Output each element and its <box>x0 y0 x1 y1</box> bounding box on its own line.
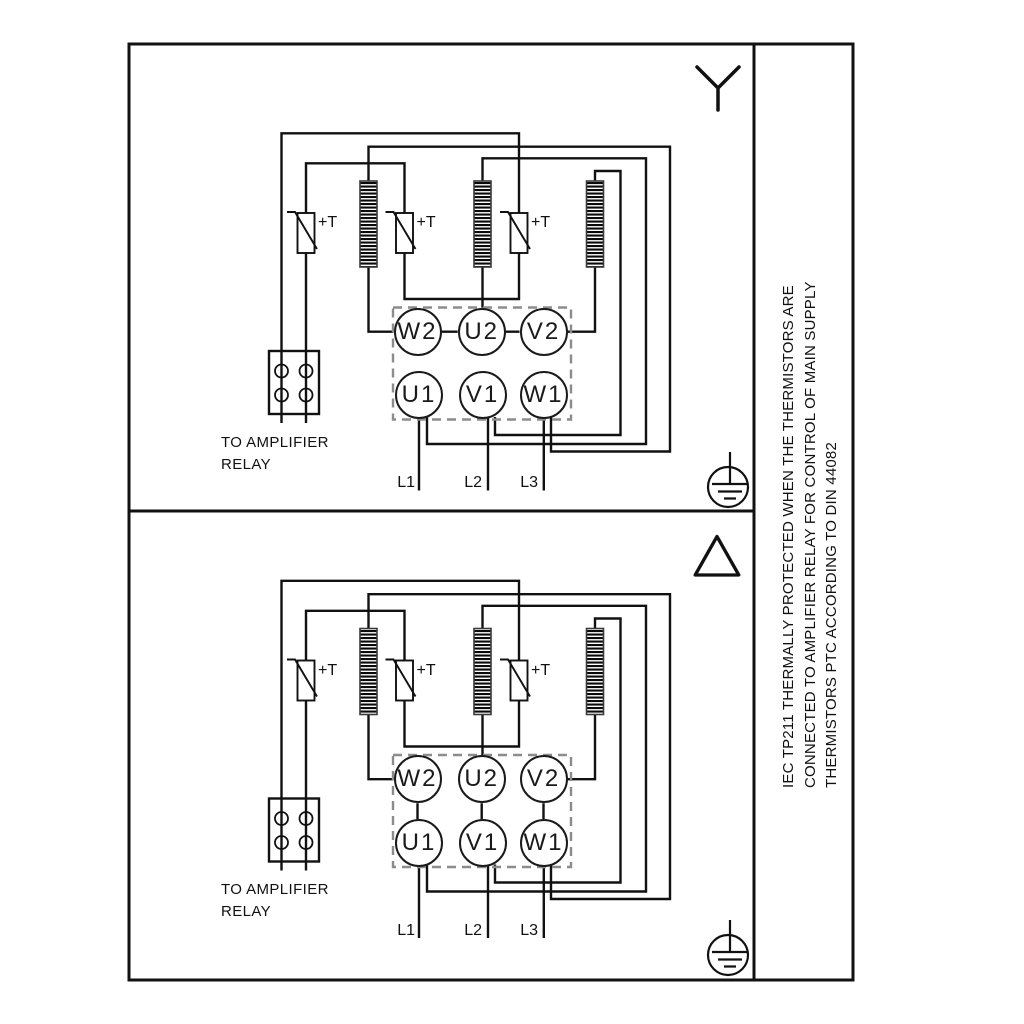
side-note-line-2: CONNECTED TO AMPLIFIER RELAY FOR CONTROL OF MAIN SUPPLY <box>801 281 819 788</box>
thermistor-label: +T <box>318 661 338 679</box>
terminal-w2: W2 <box>394 308 442 356</box>
terminal-v2: V2 <box>520 308 568 356</box>
terminal-w1: W1 <box>520 819 568 867</box>
terminal-w2: W2 <box>394 755 442 803</box>
ground-icon <box>708 920 748 975</box>
thermistor-label: +T <box>416 214 436 231</box>
amplifier-relay-note-line2: RELAY <box>221 455 272 473</box>
supply-line-label-l2: L2 <box>464 921 482 939</box>
side-note-line-3: THERMISTORS PTC ACCORDING TO DIN 44082 <box>823 441 840 788</box>
supply-line-label-l3: L3 <box>520 474 538 491</box>
terminal-u2: U2 <box>458 755 506 803</box>
terminal-u2: U2 <box>458 308 506 356</box>
terminal-v1: V1 <box>459 371 507 419</box>
delta-symbol <box>695 537 739 576</box>
side-note-line-1: IEC TP211 THERMALLY PROTECTED WHEN THE THERMISTORS ARE <box>780 285 797 788</box>
amplifier-relay-note-line1: TO AMPLIFIER <box>221 881 329 898</box>
side-note <box>778 281 843 788</box>
supply-line-label-l3: L3 <box>520 921 538 939</box>
terminal-w1: W1 <box>520 371 568 419</box>
thermistor-label: +T <box>416 661 436 679</box>
terminal-v2: V2 <box>520 755 568 803</box>
thermistor-label: +T <box>531 661 551 679</box>
terminal-u1: U1 <box>395 371 443 419</box>
terminal-v1: V1 <box>459 819 507 867</box>
panel-star-linework <box>269 67 748 507</box>
panel-delta-linework <box>269 537 748 976</box>
delta-terminal-links <box>418 803 544 819</box>
amplifier-relay-note-line2: RELAY <box>221 903 272 920</box>
ground-icon <box>708 452 748 507</box>
supply-line-label-l1: L1 <box>397 474 415 491</box>
thermistor-label: +T <box>318 214 338 231</box>
relay-terminal-block <box>269 799 319 862</box>
relay-terminal-block <box>269 351 319 414</box>
star-symbol <box>697 67 739 110</box>
amplifier-relay-note-line1: TO AMPLIFIER <box>221 434 329 451</box>
supply-line-label-l2: L2 <box>464 474 482 491</box>
thermistor-label: +T <box>531 214 551 231</box>
supply-line-label-l1: L1 <box>397 921 415 939</box>
terminal-u1: U1 <box>395 819 443 867</box>
